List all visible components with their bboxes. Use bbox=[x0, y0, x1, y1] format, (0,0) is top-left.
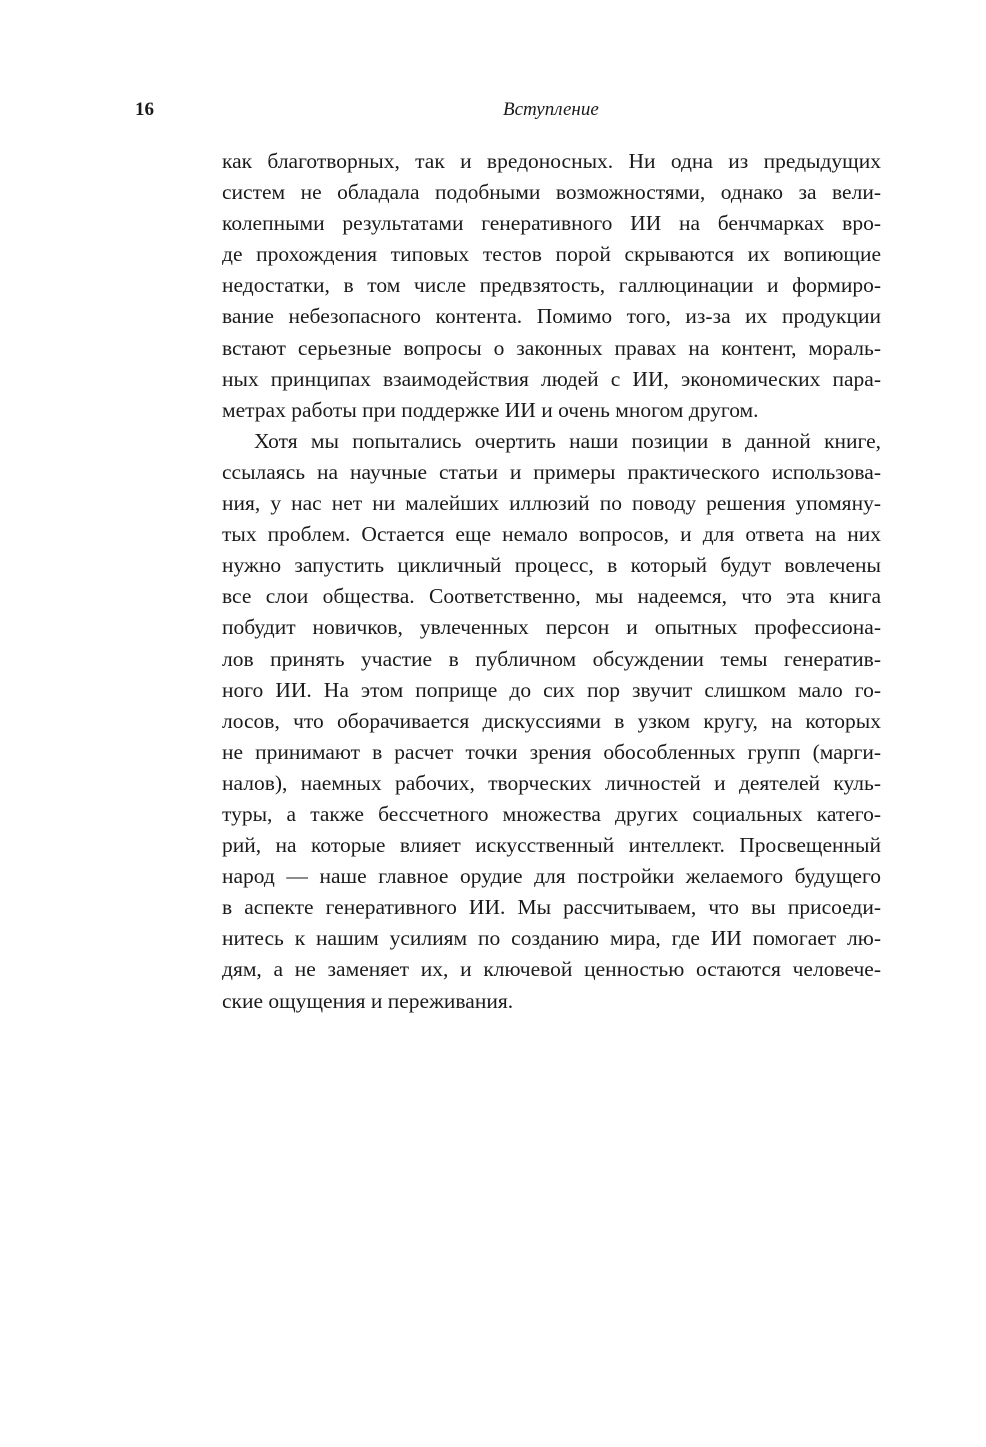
text-line: лов принять участие в публичном обсуждении темы генератив- bbox=[222, 646, 881, 671]
text-line: рий, на которые влияет искусственный интеллект. Просвещенный bbox=[222, 833, 881, 858]
text-line: нитесь к нашим усилиям по созданию мира, где ИИ помогает лю- bbox=[222, 926, 881, 951]
text-line: колепными результатами генеративного ИИ на бенчмарках вро- bbox=[222, 211, 881, 236]
text-line: побудит новичков, увлеченных персон и опытных профессиона- bbox=[222, 615, 881, 640]
text-line: как благотворных, так и вредоносных. Ни одна из предыдущих bbox=[222, 149, 881, 173]
paragraph-1 bbox=[222, 146, 881, 426]
page-number: 16 bbox=[135, 99, 154, 120]
running-head: Вступление bbox=[503, 99, 599, 120]
text-line: ские ощущения и переживания. bbox=[222, 988, 514, 1013]
text-line: метрах работы при поддержке ИИ и очень многом другом. bbox=[222, 397, 759, 422]
body-text bbox=[222, 146, 881, 1017]
text-line: тых проблем. Остается еще немало вопросов, и для ответа на них bbox=[222, 522, 881, 547]
text-line: народ — наше главное орудие для постройки желаемого будущего bbox=[222, 864, 881, 889]
paragraph-2 bbox=[222, 426, 881, 1017]
text-line: туры, а также бессчетного множества других социальных катего- bbox=[222, 801, 881, 826]
text-line: систем не обладала подобными возможностями, однако за вели- bbox=[222, 180, 881, 205]
text-line: ного ИИ. На этом поприще до сих пор звучит слишком мало го- bbox=[222, 677, 881, 702]
text-line: ссылаясь на научные статьи и примеры практического использова- bbox=[222, 459, 881, 484]
text-line: Хотя мы попытались очертить наши позиции в данной книге, bbox=[254, 428, 881, 453]
text-line: все слои общества. Соответственно, мы надеемся, что эта книга bbox=[222, 584, 881, 609]
text-line: лосов, что оборачивается дискуссиями в узком кругу, на которых bbox=[222, 708, 881, 733]
text-line: нужно запустить цикличный процесс, в который будут вовлечены bbox=[222, 553, 881, 578]
text-line: недостатки, в том числе предвзятость, галлюцинации и формиро- bbox=[222, 273, 881, 298]
text-line: встают серьезные вопросы о законных правах на контент, мораль- bbox=[222, 335, 881, 360]
text-line: ных принципах взаимодействия людей с ИИ, экономических пара- bbox=[222, 366, 881, 391]
text-line: налов), наемных рабочих, творческих личностей и деятелей куль- bbox=[222, 770, 881, 795]
text-line: ния, у нас нет ни малейших иллюзий по поводу решения упомяну- bbox=[222, 491, 881, 516]
text-line: де прохождения типовых тестов порой скрываются их вопиющие bbox=[222, 242, 881, 267]
text-line: не принимают в расчет точки зрения обособленных групп (марги- bbox=[222, 739, 881, 764]
text-line: в аспекте генеративного ИИ. Мы рассчитываем, что вы присоеди- bbox=[222, 895, 881, 920]
text-line: дям, а не заменяет их, и ключевой ценностью остаются человече- bbox=[222, 957, 881, 982]
text-line: вание небезопасного контента. Помимо того, из-за их продукции bbox=[222, 304, 881, 329]
